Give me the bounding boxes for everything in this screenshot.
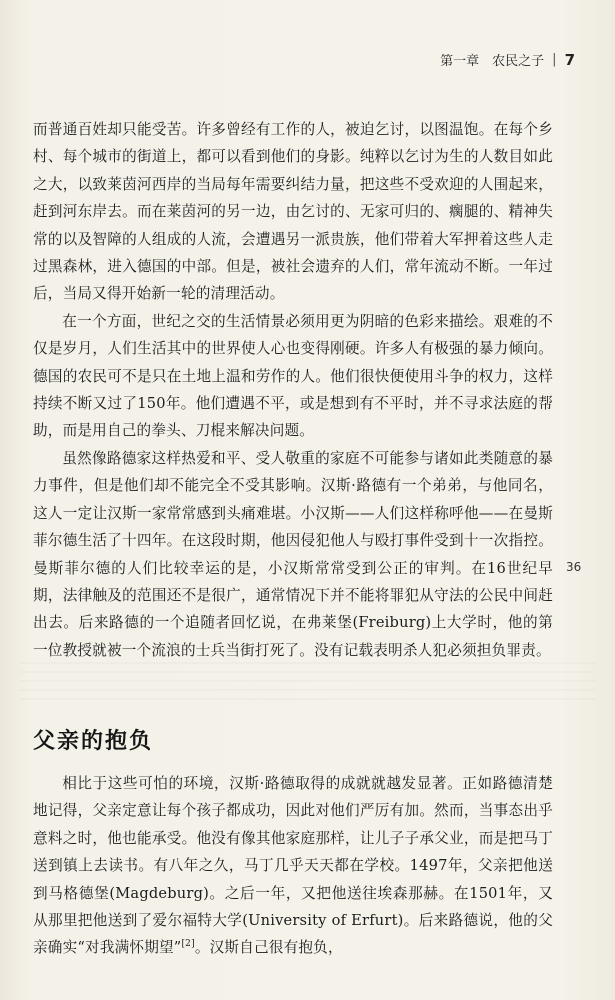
- paragraph: 而普通百姓却只能受苦。许多曾经有工作的人，被迫乞讨，以图温饱。在每个乡村、每个城市的街道上，都可以看到他们的身影。纯粹以乞讨为生的人数目如此之大，以致莱茵河西岸的当局每年需要纠结力量，把这些不受欢迎的人围起来，赶到河东岸去。而在莱茵河的另一边，由乞讨的、无家可归的、瘸腿的、精神失常的以及智障的人组成的人流，会遭遇另一派贵族，他们带着大军押着这些人走过黑森林，进入德国的中部。但是，被社会遗弃的人们，常年流动不断。一年过后，当局又得开始新一轮的清理活动。: [33, 121, 553, 303]
- running-header: [440, 50, 575, 69]
- text-block-bottom: [33, 770, 553, 962]
- paragraph-text: 相比于这些可怕的环境，汉斯·路德取得的成就就越发显著。正如路德清楚地记得，父亲定意让每个孩子都成功，因此对他们严厉有加。然而，当事态出乎意料之时，他也能承受。他没有像其他家庭那样，让儿子子承父业，而是把马丁送到镇上去读书。有八年之久，马丁几乎天天都在学校。1497年，父亲把他送到马格德堡(Magdeburg)。之后一年，又把他送往埃森那赫。在1501年，又从那里把他送到了爱尔福特大学(University of Erfurt)。后来路德说，他的父亲确实“对我满怀期望”: [33, 775, 553, 957]
- bleed-through-texture: [20, 660, 595, 700]
- paragraph-text-end: 。汉斯自己很有抱负，: [194, 939, 343, 957]
- paragraph: 虽然像路德家这样热爱和平、受人敬重的家庭不可能参与诸如此类随意的暴力事件，但是他们却不能完全不受其影响。汉斯·路德有一个弟弟，与他同名，这人一定让汉斯一家常常感到头痛难堪。小汉斯——人们这样称呼他——在曼斯菲尔德生活了十四年。在这段时期，他因侵犯他人与殴打事件受到十一次指控。曼斯菲尔德的人们比较幸运的是，小汉斯常常受到公正的审判。在16世纪早期，法律触及的范围还不是很广，通常情况下并不能将罪犯从守法的公民中间赶出去。后来路德的一个追随者回忆说，在弗莱堡(Freiburg)上大学时，他的第一位教授就被一个流浪的士兵当街打死了。没有记载表明杀人犯必须担负罪责。: [33, 449, 553, 659]
- margin-page-reference: 36: [566, 560, 582, 574]
- text-block-top: [33, 116, 553, 664]
- section-heading: 父亲的抱负: [33, 729, 154, 754]
- header-separator: |: [552, 52, 557, 67]
- footnote-ref: [2]: [181, 939, 195, 950]
- paragraph: 在一个方面，世纪之交的生活情景必须用更为阴暗的色彩来描绘。艰难的不仅是岁月，人们生活其中的世界使人心也变得刚硬。许多人有极强的暴力倾向。德国的农民可不是只在土地上温和劳作的人。他们很快便使用斗争的权力，这样持续不断又过了150年。他们遭遇不平，或是想到有不平时，并不寻求法庭的帮助，而是用自己的拳头、刀棍来解决问题。: [33, 312, 553, 440]
- page-number: 7: [564, 50, 575, 69]
- chapter-title: 第一章 农民之子: [440, 54, 545, 69]
- paragraph: [33, 770, 553, 962]
